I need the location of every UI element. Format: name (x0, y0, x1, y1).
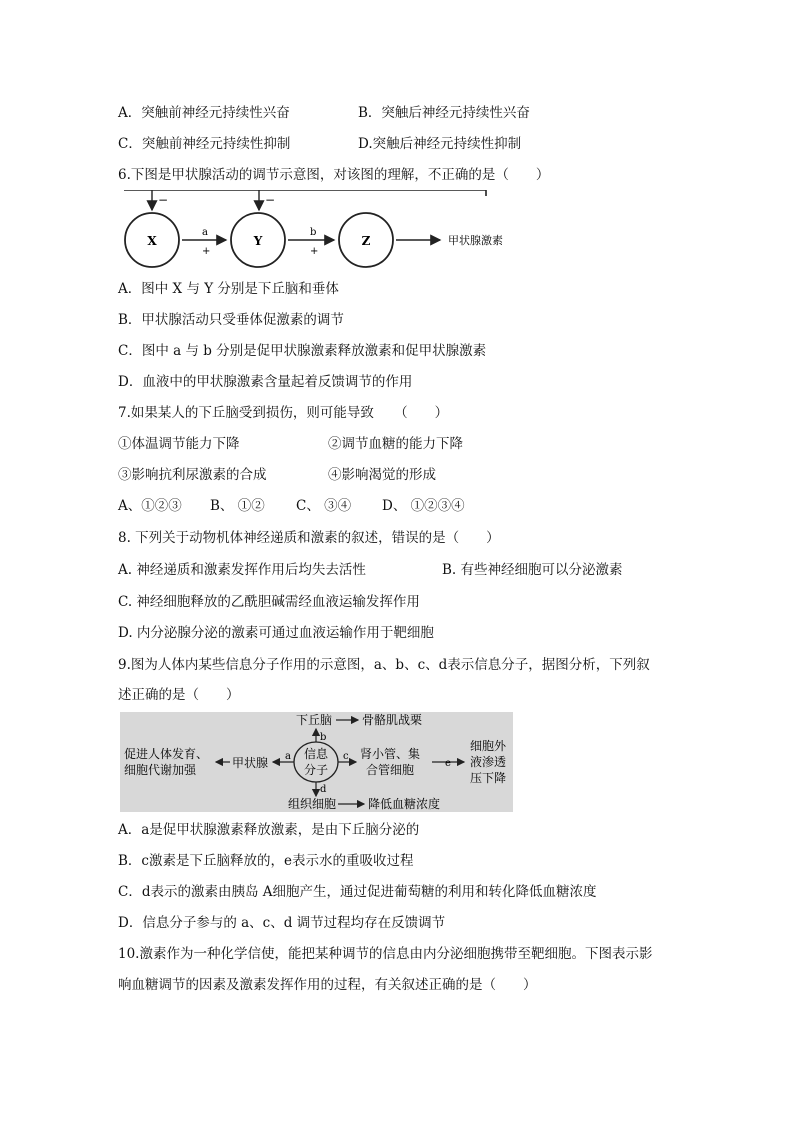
arrow-b-label: b (310, 227, 317, 238)
node-z-label: Z (361, 234, 371, 248)
q8-option-a: A. 神经递质和激素发挥作用后均失去活性 (118, 562, 366, 578)
q9-option-a: A．a是促甲状腺激素释放激素，是由下丘脑分泌的 (118, 822, 420, 838)
q8-option-c: C. 神经细胞释放的乙酰胆碱需经血液运输发挥作用 (118, 594, 420, 610)
arrow-label-d: d (320, 784, 327, 795)
q5-option-d: D.突触后神经元持续性抑制 (358, 136, 522, 152)
q10-stem-line1: 10.激素作为一种化学信使，能把某种调节的信息由内分泌细胞携带至靶细胞。下图表示影 (118, 946, 653, 962)
arrow-a-label: a (202, 227, 208, 238)
right-tubule-2: 合管细胞 (366, 763, 415, 777)
arrow-a-plus: + (202, 246, 211, 257)
q10-stem-line2: 响血糖调节的因素及激素发挥作用的过程，有关叙述正确的是（ ） (118, 977, 537, 993)
q7-option-b: B、 ①② (210, 498, 265, 514)
q7-stem: 7.如果某人的下丘脑受到损伤，则可能导致 （ ） (118, 405, 449, 421)
left-effect-2: 细胞代谢加强 (124, 763, 197, 777)
q6-option-d: D．血液中的甲状腺激素含量起着反馈调节的作用 (118, 374, 413, 390)
bottom-tissue-cells: 组织细胞 (288, 797, 337, 811)
node-y-label: Y (253, 234, 263, 248)
center-label-2: 分子 (303, 763, 329, 777)
q8-option-d: D. 内分泌腺分泌的激素可通过血液运输作用于靶细胞 (118, 625, 434, 641)
thyroid-regulation-diagram (118, 190, 518, 276)
q6-option-b: B．甲状腺活动只受垂体促激素的调节 (118, 312, 344, 328)
q9-stem-line2: 述正确的是（ ） (118, 687, 240, 703)
q9-option-b: B．c激素是下丘脑释放的，e表示水的重吸收过程 (118, 853, 414, 869)
feedback-line (124, 190, 486, 196)
q7-item-1: ①体温调节能力下降 (118, 436, 240, 452)
arrow-label-e: e (445, 758, 451, 769)
q7-item-4: ④影响渴觉的形成 (328, 467, 436, 483)
q7-option-a: A、①②③ (118, 498, 182, 514)
q5-option-a: A．突触前神经元持续性兴奋 (118, 105, 290, 121)
right-effect-1: 细胞外 (470, 739, 507, 753)
q9-option-c: C．d表示的激素由胰岛 A细胞产生，通过促进葡萄糖的利用和转化降低血糖浓度 (118, 884, 597, 900)
q8-option-b: B. 有些神经细胞可以分泌激素 (442, 562, 623, 578)
q7-item-3: ③影响抗利尿激素的合成 (118, 467, 267, 483)
top-hypothalamus: 下丘脑 (296, 713, 333, 727)
signal-molecule-diagram (120, 712, 513, 812)
q6-option-c: C．图中 a 与 b 分别是促甲状腺激素释放激素和促甲状腺激素 (118, 343, 487, 359)
q7-item-2: ②调节血糖的能力下降 (328, 436, 463, 452)
left-thyroid: 甲状腺 (232, 756, 269, 770)
q9-option-d: D．信息分子参与的 a、c、d 调节过程均存在反馈调节 (118, 915, 446, 931)
q8-stem: 8. 下列关于动物机体神经递质和激素的叙述，错误的是（ ） (118, 530, 500, 546)
bottom-effect: 降低血糖浓度 (368, 797, 441, 811)
q6-option-a: A．图中 X 与 Y 分别是下丘脑和垂体 (118, 281, 339, 297)
top-target-shivering: 骨骼肌战栗 (362, 713, 423, 727)
q7-option-c: C、 ③④ (296, 498, 352, 514)
center-label-1: 信息 (303, 747, 329, 761)
q6-stem: 6.下图是甲状腺活动的调节示意图，对该图的理解，不正确的是（ ） (118, 167, 550, 183)
q9-stem-line1: 9.图为人体内某些信息分子作用的示意图，a、b、c、d表示信息分子，据图分析，下列叙 (118, 657, 650, 673)
arrow-b-plus: + (310, 246, 319, 257)
right-effect-2: 液渗透 (470, 755, 507, 769)
feedback-minus-1: − (158, 193, 169, 207)
node-x-label: X (147, 234, 157, 248)
q5-option-b: B．突触后神经元持续性兴奋 (358, 105, 530, 121)
q5-option-c: C．突触前神经元持续性抑制 (118, 136, 291, 152)
q7-option-d: D、 ①②③④ (382, 498, 465, 514)
right-tubule-1: 肾小管、集 (360, 747, 421, 761)
arrow-label-b: b (320, 732, 327, 743)
right-effect-3: 压下降 (470, 771, 507, 785)
left-effect-1: 促进人体发育、 (124, 747, 209, 761)
arrow-label-c: c (343, 751, 349, 762)
feedback-minus-2: − (265, 193, 276, 207)
output-thyroid-hormone: 甲状腺激素 (448, 234, 503, 247)
arrow-label-a: a (285, 751, 291, 762)
